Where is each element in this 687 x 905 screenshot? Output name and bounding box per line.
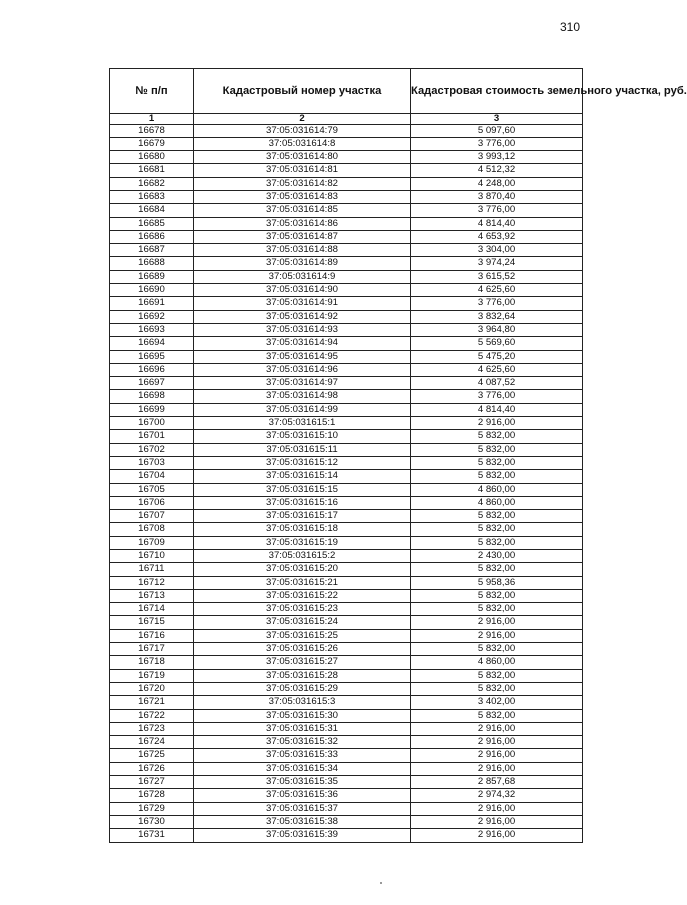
row-number-cell: 16719 xyxy=(110,669,194,682)
table-row xyxy=(110,550,583,563)
row-number-cell: 16723 xyxy=(110,722,194,735)
table-row xyxy=(110,722,583,735)
table-row xyxy=(110,829,583,842)
cadastral-value-cell: 5 097,60 xyxy=(411,124,583,137)
cadastral-number-cell: 37:05:031615:25 xyxy=(194,629,411,642)
cadastral-value-cell: 5 832,00 xyxy=(411,709,583,722)
header-cadastral-value: Кадастровая стоимость земельного участка, руб. xyxy=(411,69,583,114)
cadastral-value-cell: 5 832,00 xyxy=(411,523,583,536)
cadastral-value-cell: 3 776,00 xyxy=(411,137,583,150)
cadastral-value-cell: 5 569,60 xyxy=(411,337,583,350)
cadastral-number-cell: 37:05:031614:94 xyxy=(194,337,411,350)
row-number-cell: 16698 xyxy=(110,390,194,403)
cadastral-number-cell: 37:05:031615:28 xyxy=(194,669,411,682)
cadastral-number-cell: 37:05:031615:2 xyxy=(194,550,411,563)
row-number-cell: 16713 xyxy=(110,589,194,602)
row-number-cell: 16693 xyxy=(110,323,194,336)
cadastral-number-cell: 37:05:031615:30 xyxy=(194,709,411,722)
row-number-cell: 16690 xyxy=(110,284,194,297)
cadastral-value-cell: 3 974,24 xyxy=(411,257,583,270)
row-number-cell: 16696 xyxy=(110,363,194,376)
table-row xyxy=(110,496,583,509)
row-number-cell: 16684 xyxy=(110,204,194,217)
table-row xyxy=(110,430,583,443)
row-number-cell: 16701 xyxy=(110,430,194,443)
cadastral-number-cell: 37:05:031615:29 xyxy=(194,682,411,695)
row-number-cell: 16718 xyxy=(110,656,194,669)
cadastral-number-cell: 37:05:031614:88 xyxy=(194,244,411,257)
row-number-cell: 16727 xyxy=(110,776,194,789)
row-number-cell: 16726 xyxy=(110,762,194,775)
cadastral-value-cell: 2 974,32 xyxy=(411,789,583,802)
table-row xyxy=(110,656,583,669)
column-number-3: 3 xyxy=(411,114,583,125)
row-number-cell: 16724 xyxy=(110,736,194,749)
cadastral-number-cell: 37:05:031615:11 xyxy=(194,443,411,456)
row-number-cell: 16687 xyxy=(110,244,194,257)
cadastral-number-cell: 37:05:031615:23 xyxy=(194,603,411,616)
cadastral-number-cell: 37:05:031614:8 xyxy=(194,137,411,150)
cadastral-number-cell: 37:05:031615:34 xyxy=(194,762,411,775)
cadastral-value-cell: 2 916,00 xyxy=(411,629,583,642)
cadastral-number-cell: 37:05:031614:90 xyxy=(194,284,411,297)
cadastral-number-cell: 37:05:031615:37 xyxy=(194,802,411,815)
cadastral-value-cell: 2 916,00 xyxy=(411,802,583,815)
row-number-cell: 16716 xyxy=(110,629,194,642)
table-row xyxy=(110,736,583,749)
cadastral-value-cell: 5 832,00 xyxy=(411,456,583,469)
cadastral-number-cell: 37:05:031614:81 xyxy=(194,164,411,177)
cadastral-value-cell: 4 814,40 xyxy=(411,217,583,230)
cadastral-number-cell: 37:05:031614:80 xyxy=(194,151,411,164)
table-row xyxy=(110,257,583,270)
table-row xyxy=(110,456,583,469)
cadastral-value-cell: 5 832,00 xyxy=(411,643,583,656)
cadastral-number-cell: 37:05:031614:96 xyxy=(194,363,411,376)
table-row xyxy=(110,230,583,243)
table-row xyxy=(110,443,583,456)
cadastral-number-cell: 37:05:031614:92 xyxy=(194,310,411,323)
cadastral-value-cell: 5 832,00 xyxy=(411,443,583,456)
row-number-cell: 16710 xyxy=(110,550,194,563)
cadastral-number-cell: 37:05:031615:32 xyxy=(194,736,411,749)
row-number-cell: 16711 xyxy=(110,563,194,576)
cadastral-value-cell: 2 916,00 xyxy=(411,616,583,629)
cadastral-value-table xyxy=(109,68,687,843)
cadastral-number-cell: 37:05:031614:93 xyxy=(194,323,411,336)
cadastral-number-cell: 37:05:031615:24 xyxy=(194,616,411,629)
cadastral-number-cell: 37:05:031614:99 xyxy=(194,403,411,416)
cadastral-number-cell: 37:05:031615:16 xyxy=(194,496,411,509)
column-number-row xyxy=(110,114,583,125)
row-number-cell: 16681 xyxy=(110,164,194,177)
cadastral-value-cell: 3 304,00 xyxy=(411,244,583,257)
table-row xyxy=(110,603,583,616)
cadastral-number-cell: 37:05:031615:15 xyxy=(194,483,411,496)
table-row xyxy=(110,377,583,390)
row-number-cell: 16695 xyxy=(110,350,194,363)
row-number-cell: 16715 xyxy=(110,616,194,629)
header-row-number: № п/п xyxy=(110,69,194,114)
row-number-cell: 16708 xyxy=(110,523,194,536)
row-number-cell: 16717 xyxy=(110,643,194,656)
cadastral-value-cell: 3 870,40 xyxy=(411,190,583,203)
cadastral-value-cell: 4 087,52 xyxy=(411,377,583,390)
cadastral-value-cell: 3 832,64 xyxy=(411,310,583,323)
table-row xyxy=(110,762,583,775)
table-row xyxy=(110,696,583,709)
table-row xyxy=(110,417,583,430)
table-row xyxy=(110,709,583,722)
table-row xyxy=(110,390,583,403)
cadastral-number-cell: 37:05:031615:12 xyxy=(194,456,411,469)
row-number-cell: 16689 xyxy=(110,270,194,283)
cadastral-number-cell: 37:05:031615:38 xyxy=(194,815,411,828)
cadastral-number-cell: 37:05:031615:22 xyxy=(194,589,411,602)
cadastral-number-cell: 37:05:031615:27 xyxy=(194,656,411,669)
cadastral-value-cell: 3 615,52 xyxy=(411,270,583,283)
table-row xyxy=(110,789,583,802)
table-row xyxy=(110,523,583,536)
cadastral-value-cell: 2 916,00 xyxy=(411,829,583,842)
row-number-cell: 16720 xyxy=(110,682,194,695)
row-number-cell: 16678 xyxy=(110,124,194,137)
row-number-cell: 16680 xyxy=(110,151,194,164)
cadastral-value-cell: 5 958,36 xyxy=(411,576,583,589)
table-row xyxy=(110,536,583,549)
cadastral-value-cell: 5 832,00 xyxy=(411,510,583,523)
cadastral-number-cell: 37:05:031614:82 xyxy=(194,177,411,190)
cadastral-value-cell: 3 993,12 xyxy=(411,151,583,164)
table-row xyxy=(110,776,583,789)
table-row xyxy=(110,682,583,695)
row-number-cell: 16721 xyxy=(110,696,194,709)
cadastral-value-cell: 3 776,00 xyxy=(411,204,583,217)
cadastral-number-cell: 37:05:031614:98 xyxy=(194,390,411,403)
table-row xyxy=(110,244,583,257)
row-number-cell: 16709 xyxy=(110,536,194,549)
table-row xyxy=(110,350,583,363)
table-row xyxy=(110,563,583,576)
cadastral-value-cell: 2 916,00 xyxy=(411,722,583,735)
cadastral-number-cell: 37:05:031615:19 xyxy=(194,536,411,549)
column-number-2: 2 xyxy=(194,114,411,125)
page-number: 310 xyxy=(560,20,581,34)
table-row xyxy=(110,124,583,137)
cadastral-value-cell: 2 916,00 xyxy=(411,749,583,762)
cadastral-value-cell: 3 776,00 xyxy=(411,297,583,310)
cadastral-value-cell: 5 832,00 xyxy=(411,682,583,695)
row-number-cell: 16697 xyxy=(110,377,194,390)
cadastral-number-cell: 37:05:031614:79 xyxy=(194,124,411,137)
cadastral-number-cell: 37:05:031615:14 xyxy=(194,470,411,483)
row-number-cell: 16705 xyxy=(110,483,194,496)
table-row xyxy=(110,337,583,350)
cadastral-number-cell: 37:05:031614:91 xyxy=(194,297,411,310)
row-number-cell: 16704 xyxy=(110,470,194,483)
cadastral-value-cell: 5 832,00 xyxy=(411,536,583,549)
table-row xyxy=(110,217,583,230)
cadastral-value-cell: 3 964,80 xyxy=(411,323,583,336)
table-row xyxy=(110,297,583,310)
row-number-cell: 16706 xyxy=(110,496,194,509)
table-row xyxy=(110,151,583,164)
table-body xyxy=(110,124,583,842)
table-row xyxy=(110,284,583,297)
cadastral-number-cell: 37:05:031614:95 xyxy=(194,350,411,363)
cadastral-value-cell: 4 814,40 xyxy=(411,403,583,416)
cadastral-value-cell: 4 625,60 xyxy=(411,284,583,297)
cadastral-number-cell: 37:05:031615:35 xyxy=(194,776,411,789)
cadastral-number-cell: 37:05:031614:89 xyxy=(194,257,411,270)
cadastral-value-cell: 2 857,68 xyxy=(411,776,583,789)
header-cadastral-number: Кадастровый номер участка xyxy=(194,69,411,114)
table-row xyxy=(110,802,583,815)
cadastral-value-cell: 3 776,00 xyxy=(411,390,583,403)
cadastral-number-cell: 37:05:031614:83 xyxy=(194,190,411,203)
table-row xyxy=(110,403,583,416)
cadastral-value-cell: 2 916,00 xyxy=(411,762,583,775)
scan-speck xyxy=(380,882,382,884)
cadastral-value-cell: 4 653,92 xyxy=(411,230,583,243)
row-number-cell: 16700 xyxy=(110,417,194,430)
cadastral-value-cell: 5 832,00 xyxy=(411,430,583,443)
row-number-cell: 16728 xyxy=(110,789,194,802)
table-row xyxy=(110,749,583,762)
table-row xyxy=(110,363,583,376)
cadastral-number-cell: 37:05:031614:85 xyxy=(194,204,411,217)
cadastral-number-cell: 37:05:031615:3 xyxy=(194,696,411,709)
table-row xyxy=(110,470,583,483)
table-row xyxy=(110,815,583,828)
cadastral-number-cell: 37:05:031615:21 xyxy=(194,576,411,589)
cadastral-value-cell: 3 402,00 xyxy=(411,696,583,709)
row-number-cell: 16712 xyxy=(110,576,194,589)
cadastral-number-cell: 37:05:031615:1 xyxy=(194,417,411,430)
cadastral-value-cell: 2 916,00 xyxy=(411,417,583,430)
cadastral-value-cell: 4 860,00 xyxy=(411,496,583,509)
row-number-cell: 16707 xyxy=(110,510,194,523)
cadastral-number-cell: 37:05:031614:97 xyxy=(194,377,411,390)
cadastral-value-cell: 5 832,00 xyxy=(411,563,583,576)
row-number-cell: 16714 xyxy=(110,603,194,616)
table-row xyxy=(110,669,583,682)
table-row xyxy=(110,483,583,496)
table-row xyxy=(110,137,583,150)
cadastral-value-cell: 4 860,00 xyxy=(411,656,583,669)
cadastral-value-cell: 2 430,00 xyxy=(411,550,583,563)
column-number-1: 1 xyxy=(110,114,194,125)
table-row xyxy=(110,164,583,177)
row-number-cell: 16730 xyxy=(110,815,194,828)
cadastral-number-cell: 37:05:031615:17 xyxy=(194,510,411,523)
table-row xyxy=(110,310,583,323)
cadastral-value-cell: 5 832,00 xyxy=(411,470,583,483)
row-number-cell: 16729 xyxy=(110,802,194,815)
cadastral-value-cell: 5 475,20 xyxy=(411,350,583,363)
row-number-cell: 16725 xyxy=(110,749,194,762)
cadastral-value-cell: 4 512,32 xyxy=(411,164,583,177)
cadastral-value-cell: 5 832,00 xyxy=(411,589,583,602)
table-row xyxy=(110,270,583,283)
row-number-cell: 16679 xyxy=(110,137,194,150)
table-row xyxy=(110,204,583,217)
cadastral-value-cell: 2 916,00 xyxy=(411,736,583,749)
row-number-cell: 16682 xyxy=(110,177,194,190)
cadastral-number-cell: 37:05:031615:39 xyxy=(194,829,411,842)
cadastral-value-cell: 5 832,00 xyxy=(411,669,583,682)
row-number-cell: 16685 xyxy=(110,217,194,230)
cadastral-number-cell: 37:05:031615:31 xyxy=(194,722,411,735)
cadastral-number-cell: 37:05:031615:10 xyxy=(194,430,411,443)
cadastral-number-cell: 37:05:031615:36 xyxy=(194,789,411,802)
table-row xyxy=(110,643,583,656)
row-number-cell: 16683 xyxy=(110,190,194,203)
row-number-cell: 16686 xyxy=(110,230,194,243)
table-row xyxy=(110,510,583,523)
row-number-cell: 16692 xyxy=(110,310,194,323)
row-number-cell: 16702 xyxy=(110,443,194,456)
cadastral-value-cell: 4 860,00 xyxy=(411,483,583,496)
row-number-cell: 16699 xyxy=(110,403,194,416)
table-header-row xyxy=(110,69,583,114)
table-row xyxy=(110,576,583,589)
cadastral-value-cell: 4 248,00 xyxy=(411,177,583,190)
table-row xyxy=(110,629,583,642)
row-number-cell: 16694 xyxy=(110,337,194,350)
cadastral-number-cell: 37:05:031615:20 xyxy=(194,563,411,576)
cadastral-number-cell: 37:05:031614:86 xyxy=(194,217,411,230)
cadastral-value-cell: 4 625,60 xyxy=(411,363,583,376)
row-number-cell: 16722 xyxy=(110,709,194,722)
table-row xyxy=(110,177,583,190)
table-row xyxy=(110,323,583,336)
table-row xyxy=(110,190,583,203)
table-row xyxy=(110,589,583,602)
cadastral-number-cell: 37:05:031614:9 xyxy=(194,270,411,283)
row-number-cell: 16703 xyxy=(110,456,194,469)
cadastral-number-cell: 37:05:031615:18 xyxy=(194,523,411,536)
cadastral-number-cell: 37:05:031615:33 xyxy=(194,749,411,762)
row-number-cell: 16688 xyxy=(110,257,194,270)
cadastral-value-cell: 2 916,00 xyxy=(411,815,583,828)
cadastral-value-cell: 5 832,00 xyxy=(411,603,583,616)
cadastral-number-cell: 37:05:031614:87 xyxy=(194,230,411,243)
row-number-cell: 16691 xyxy=(110,297,194,310)
table-row xyxy=(110,616,583,629)
cadastral-number-cell: 37:05:031615:26 xyxy=(194,643,411,656)
row-number-cell: 16731 xyxy=(110,829,194,842)
